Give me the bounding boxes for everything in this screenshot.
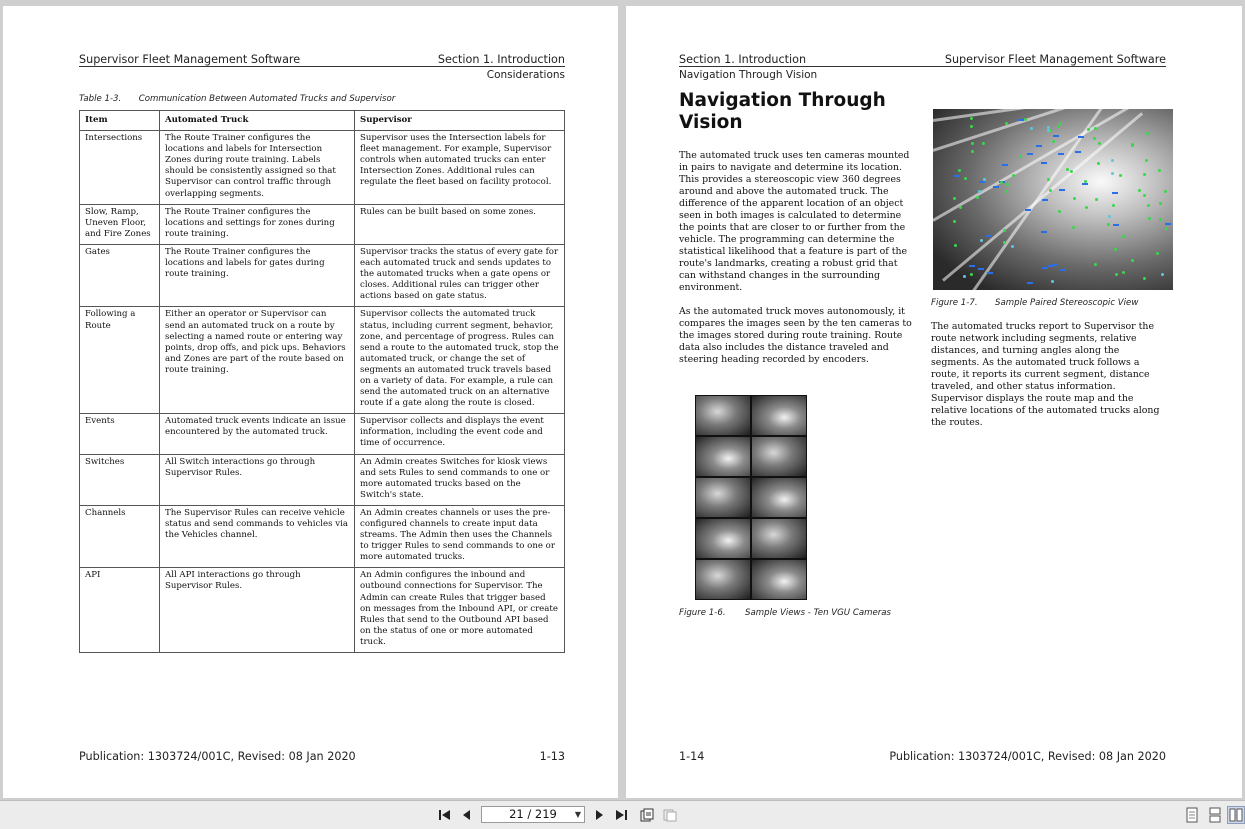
feature-point (1114, 248, 1117, 251)
camera-view (752, 560, 806, 599)
right-header-section: Section 1. Introduction (679, 53, 807, 66)
feature-point (1025, 209, 1031, 211)
feature-point (1003, 229, 1006, 232)
table-row (80, 244, 565, 306)
figure-1-6-number: Figure 1-6. (679, 608, 726, 618)
feature-point (1094, 127, 1097, 130)
feature-point (1049, 189, 1052, 192)
table-header-row (80, 111, 565, 131)
camera-view (696, 396, 750, 435)
feature-point (1011, 245, 1014, 248)
table-cell-item: Slow, Ramp, Uneven Floor, and Fire Zones (80, 204, 160, 244)
feature-point (1108, 215, 1111, 218)
page-indicator-text: 21 / 219 (509, 807, 557, 821)
figure-1-7-title: Sample Paired Stereoscopic View (995, 298, 1139, 308)
feature-point (1030, 127, 1033, 130)
feature-point (986, 235, 992, 237)
camera-view (752, 437, 806, 476)
feature-point (1058, 153, 1064, 155)
camera-view (696, 560, 750, 599)
light-beam (933, 109, 1173, 222)
feature-point (1112, 204, 1115, 207)
feature-point (1113, 224, 1119, 226)
table-row (80, 204, 565, 244)
table-cell-item: Following a Route (80, 307, 160, 414)
table-header-item: Item (80, 111, 160, 131)
table-caption-number: Table 1-3. (79, 94, 122, 104)
right-header-rule (679, 66, 1166, 67)
feature-point (1159, 202, 1162, 205)
table-row (80, 454, 565, 505)
feature-point (1053, 135, 1059, 137)
table-cell-supervisor: Supervisor uses the Intersection labels for fleet management. For example, Supervisor controls when automated trucks can enter Intersection Zones. Additional rules can regulate the fleet based on facility protocol. (355, 131, 565, 205)
feature-point (1078, 136, 1084, 138)
feature-point (983, 178, 986, 181)
feature-point (1052, 140, 1055, 143)
camera-views-image (695, 395, 807, 600)
feature-point (1002, 164, 1008, 166)
right-sub-header: Navigation Through Vision (679, 69, 818, 81)
feature-point (1145, 159, 1148, 162)
feature-point (1159, 218, 1162, 221)
table-cell-supervisor: An Admin creates channels or uses the pre-configured channels to create input data streams. The Admin then uses the Channels to trigger Rules to send commands to one or more automated trucks. (355, 505, 565, 567)
feature-point (1094, 263, 1097, 266)
feature-point (1047, 178, 1050, 181)
feature-point (1122, 235, 1125, 238)
table-cell-automated-truck: Automated truck events indicate an issue encountered by the automated truck. (160, 414, 355, 454)
feature-point (1024, 118, 1027, 121)
feature-point (1005, 122, 1008, 125)
camera-view (696, 437, 750, 476)
feature-point (976, 196, 979, 199)
feature-point (1041, 231, 1047, 233)
feature-point (1084, 180, 1087, 183)
feature-point (1003, 241, 1006, 244)
feature-point (982, 142, 985, 145)
table-cell-automated-truck: All API interactions go through Supervisor Rules. (160, 568, 355, 653)
feature-point (958, 169, 961, 172)
right-page (626, 6, 1242, 798)
camera-view (696, 519, 750, 558)
feature-point (978, 190, 981, 193)
feature-point (1057, 125, 1060, 128)
feature-point (1119, 174, 1122, 177)
feature-point (978, 268, 984, 270)
feature-point (980, 239, 983, 242)
page-title: Navigation Through Vision (679, 90, 886, 133)
left-header-rule (79, 66, 565, 67)
figure-1-6-caption (679, 608, 891, 618)
table-cell-supervisor: Supervisor tracks the status of every gate for each automated truck and sends updates to the automated trucks when a gate opens or closes. Additional rules can trigger other actions based on gate status. (355, 244, 565, 306)
table-cell-item: API (80, 568, 160, 653)
feature-point (1042, 267, 1048, 269)
feature-point (993, 186, 999, 188)
feature-point (1131, 259, 1134, 262)
feature-point (1051, 280, 1054, 283)
two-page-view-icon[interactable] (1227, 806, 1245, 824)
camera-view (752, 519, 806, 558)
feature-point (1027, 153, 1033, 155)
feature-point (953, 220, 956, 223)
feature-point (970, 117, 973, 120)
feature-point (1000, 181, 1003, 184)
figure-1-7-number: Figure 1-7. (931, 298, 978, 308)
feature-point (1059, 189, 1065, 191)
table-header-supervisor: Supervisor (355, 111, 565, 131)
feature-point (1060, 269, 1066, 271)
feature-point (1066, 168, 1069, 171)
table-cell-automated-truck: The Route Trainer configures the locations and labels for Intersection Zones during route training. Labels should be consistently assigned so that Supervisor can control traffic through overlapping segments. (160, 131, 355, 205)
table-row (80, 505, 565, 567)
previous-page-icon[interactable] (458, 806, 476, 824)
table-caption (79, 94, 395, 104)
feature-point (1158, 169, 1161, 172)
feature-point (964, 177, 967, 180)
right-footer-page-number: 1-14 (679, 750, 705, 763)
feature-point (1082, 183, 1088, 185)
paragraph-cameras: The automated truck uses ten cameras mounted in pairs to navigate and determine its location. This provides a stereoscopic view 360 degrees around and above the automated truck. The difference of the apparent location of an object seen in both images is calculated to determine the points that are closer to or further from the vehicle. The programming can determine the statistical likelihood that a feature is part of the route's landmarks, creating a robust grid that can withstand changes in the surrounding environment. (679, 150, 910, 293)
feature-point (970, 273, 973, 276)
single-page-view-icon[interactable] (1183, 806, 1201, 824)
right-footer-publication: Publication: 1303724/001C, Revised: 08 Jan 2020 (889, 750, 1166, 763)
feature-point (1042, 199, 1048, 201)
feature-point (1047, 129, 1050, 132)
feature-point (954, 244, 957, 247)
table-cell-item: Intersections (80, 131, 160, 205)
feature-point (971, 150, 974, 153)
feature-point (1041, 162, 1047, 164)
table-cell-item: Channels (80, 505, 160, 567)
table-cell-automated-truck: The Route Trainer configures the locations and labels for gates during route training. (160, 244, 355, 306)
feature-point (971, 142, 974, 145)
feature-point (1147, 204, 1150, 207)
table-cell-supervisor: Supervisor collects and displays the event information, including the event code and time of occurrence. (355, 414, 565, 454)
stereoscopic-view-image (933, 109, 1173, 290)
left-sub-header: Considerations (486, 69, 565, 81)
feature-point (1005, 190, 1008, 193)
table-cell-automated-truck: All Switch interactions go through Supervisor Rules. (160, 454, 355, 505)
feature-point (1048, 265, 1054, 267)
table-cell-item: Events (80, 414, 160, 454)
feature-point (954, 175, 960, 177)
feature-point (1072, 226, 1075, 229)
table-cell-item: Switches (80, 454, 160, 505)
communication-table (79, 110, 565, 653)
feature-point (1143, 194, 1146, 197)
table-cell-automated-truck: The Route Trainer configures the locations and settings for zones during route training. (160, 204, 355, 244)
feature-point (969, 265, 975, 267)
table-row (80, 131, 565, 205)
feature-point (1146, 132, 1149, 135)
figure-1-6-title: Sample Views - Ten VGU Cameras (745, 608, 892, 618)
rotate-icon[interactable] (638, 806, 656, 824)
feature-point (1098, 142, 1101, 145)
feature-point (1027, 282, 1033, 284)
feature-point (979, 181, 985, 183)
feature-point (1006, 183, 1009, 186)
feature-point (1164, 190, 1167, 193)
feature-point (1012, 174, 1015, 177)
feature-point (1087, 128, 1090, 131)
feature-point (1165, 223, 1171, 225)
table-row (80, 307, 565, 414)
feature-point (1112, 192, 1118, 194)
feature-point (1148, 217, 1151, 220)
table-row (80, 568, 565, 653)
feature-point (987, 272, 993, 274)
feature-point (959, 206, 962, 209)
feature-point (1107, 223, 1110, 226)
feature-point (1138, 189, 1141, 192)
camera-view (696, 478, 750, 517)
table-cell-supervisor: Rules can be built based on some zones. (355, 204, 565, 244)
feature-point (1085, 206, 1088, 209)
feature-point (1143, 277, 1146, 280)
page-number-field[interactable] (481, 806, 585, 823)
left-footer-page-number: 1-13 (539, 750, 565, 763)
left-page (3, 6, 618, 798)
last-page-icon[interactable] (612, 806, 630, 824)
copy-icon[interactable] (661, 806, 679, 824)
feature-point (963, 275, 966, 278)
table-cell-supervisor: An Admin configures the inbound and outbound connections for Supervisor. The Admin can create Rules that trigger based on messages from the Inbound API, or create Rules that send to the Outbound API based on the status of one or more automated truck. (355, 568, 565, 653)
feature-point (1075, 151, 1081, 153)
table-header-automated-truck: Automated Truck (160, 111, 355, 131)
table-cell-automated-truck: The Supervisor Rules can receive vehicle status and send commands to vehicles via the Vehicles channel. (160, 505, 355, 567)
continuous-view-icon[interactable] (1206, 806, 1224, 824)
figure-1-7-caption (931, 298, 1138, 308)
table-caption-title: Communication Between Automated Trucks and Supervisor (138, 94, 396, 104)
left-footer-publication: Publication: 1303724/001C, Revised: 08 Jan 2020 (79, 750, 356, 763)
left-header-title: Supervisor Fleet Management Software (79, 53, 301, 66)
table-cell-item: Gates (80, 244, 160, 306)
feature-point (1161, 273, 1164, 276)
right-header-title: Supervisor Fleet Management Software (944, 53, 1166, 66)
feature-point (1036, 145, 1042, 147)
feature-point (1097, 162, 1100, 165)
feature-point (1058, 210, 1061, 213)
feature-point (1073, 197, 1076, 200)
feature-point (1095, 198, 1098, 201)
paragraph-route-report: The automated trucks report to Supervisor the route network including segments, relative distances, and turning angles along the segments. As the automated truck follows a route, it reports its current segment, distance traveled, and other status information. Supervisor displays the route map and the relative locations of the automated trucks along the routes. (931, 321, 1160, 428)
feature-point (1093, 137, 1096, 140)
feature-point (1122, 271, 1125, 274)
left-header-section: Section 1. Introduction (437, 53, 565, 66)
table-cell-supervisor: An Admin creates Switches for kiosk views and sets Rules to send commands to one or more automated trucks based on the Switch's state. (355, 454, 565, 505)
camera-view (752, 478, 806, 517)
feature-point (1165, 227, 1168, 230)
feature-point (1111, 159, 1114, 162)
viewer-toolbar (0, 800, 1245, 829)
camera-view (752, 396, 806, 435)
next-page-icon[interactable] (590, 806, 608, 824)
first-page-icon[interactable] (436, 806, 454, 824)
page-dropdown-icon[interactable]: ▼ (574, 810, 581, 819)
paragraph-route-comparison: As the automated truck moves autonomously, it compares the images seen by the ten cameras to the images stored during route training. Route data also includes the distance traveled and steering heading recorded by encoders. (679, 306, 912, 365)
feature-point (970, 125, 973, 128)
feature-point (1131, 144, 1134, 147)
feature-point (1156, 252, 1159, 255)
feature-point (1143, 173, 1146, 176)
table-cell-automated-truck: Either an operator or Supervisor can send an automated truck on a route by selecting a named route or entering way points, drop offs, and pick ups. Behaviors and Zones are part of the route based on route training. (160, 307, 355, 414)
feature-point (1115, 273, 1118, 276)
feature-point (1111, 172, 1114, 175)
feature-point (953, 197, 956, 200)
table-row (80, 414, 565, 454)
feature-point (1047, 126, 1050, 129)
feature-point (1070, 170, 1073, 173)
table-cell-supervisor: Supervisor collects the automated truck status, including current segment, behavior, zone, and percentage of progress. Rules can send a route to the automated truck, stop the automated truck, or change the set of segments an automated truck travels based on a variety of data. For example, a rule can send the automated truck on an alternative route if a gate along the route is closed. (355, 307, 565, 414)
feature-point (1019, 155, 1022, 158)
